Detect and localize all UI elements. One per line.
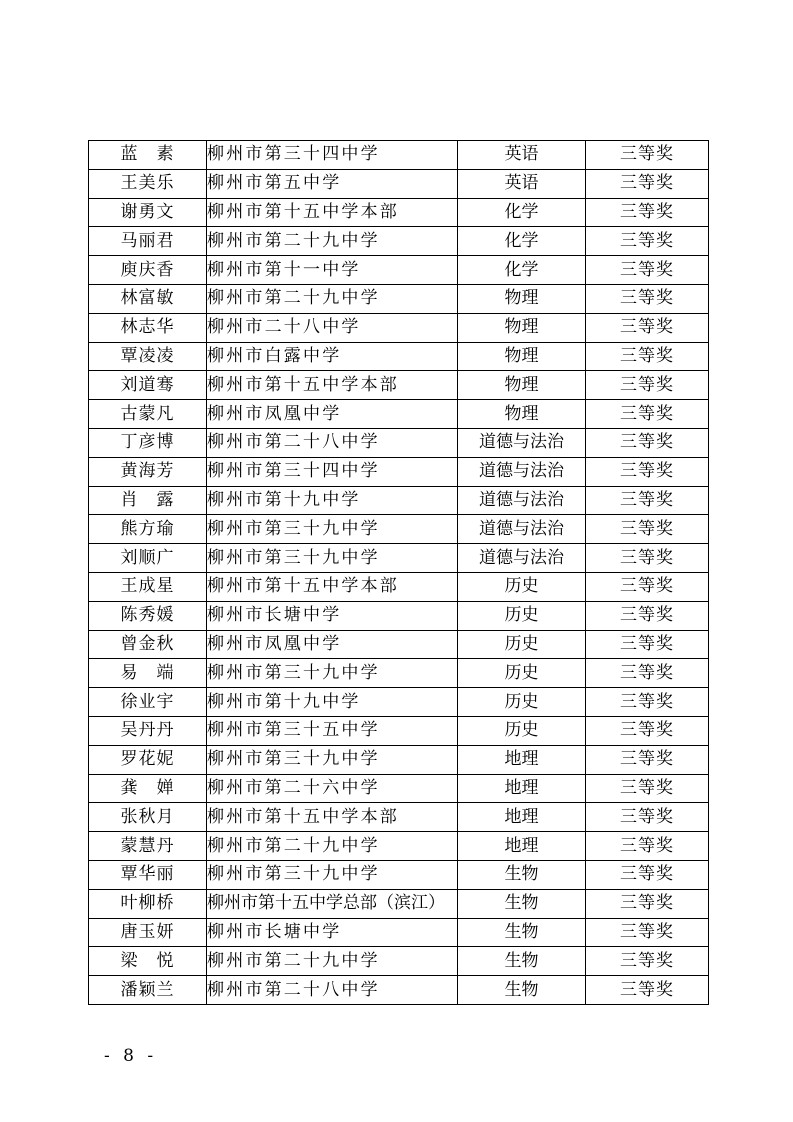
award-level-cell: 三等奖 bbox=[586, 630, 709, 659]
school-cell: 柳州市第十五中学本部 bbox=[207, 198, 458, 227]
winner-name-cell: 龚 婵 bbox=[89, 774, 207, 803]
award-level-cell: 三等奖 bbox=[586, 169, 709, 198]
award-level-cell: 三等奖 bbox=[586, 457, 709, 486]
school-cell: 柳州市第十九中学 bbox=[207, 486, 458, 515]
award-level-cell: 三等奖 bbox=[586, 976, 709, 1005]
award-level-cell: 三等奖 bbox=[586, 774, 709, 803]
subject-cell: 英语 bbox=[458, 169, 586, 198]
award-list-body bbox=[89, 141, 709, 1005]
award-level-cell: 三等奖 bbox=[586, 601, 709, 630]
award-level-cell: 三等奖 bbox=[586, 889, 709, 918]
school-cell: 柳州市凤凰中学 bbox=[207, 400, 458, 429]
award-level-cell: 三等奖 bbox=[586, 198, 709, 227]
school-cell: 柳州市长塘中学 bbox=[207, 601, 458, 630]
subject-cell: 地理 bbox=[458, 745, 586, 774]
winner-name-cell: 刘顺广 bbox=[89, 544, 207, 573]
school-cell: 柳州市第十五中学本部 bbox=[207, 371, 458, 400]
subject-cell: 地理 bbox=[458, 803, 586, 832]
subject-cell: 道德与法治 bbox=[458, 428, 586, 457]
subject-cell: 物理 bbox=[458, 371, 586, 400]
winner-name-cell: 庾庆香 bbox=[89, 256, 207, 285]
winner-name-cell: 罗花妮 bbox=[89, 745, 207, 774]
table-row bbox=[89, 486, 709, 515]
award-level-cell: 三等奖 bbox=[586, 256, 709, 285]
school-cell: 柳州市第十五中学本部 bbox=[207, 803, 458, 832]
table-row bbox=[89, 716, 709, 745]
award-level-cell: 三等奖 bbox=[586, 659, 709, 688]
winner-name-cell: 蒙慧丹 bbox=[89, 832, 207, 861]
table-row bbox=[89, 371, 709, 400]
subject-cell: 生物 bbox=[458, 860, 586, 889]
winner-name-cell: 梁 悦 bbox=[89, 947, 207, 976]
school-cell: 柳州市第三十五中学 bbox=[207, 716, 458, 745]
table-row bbox=[89, 400, 709, 429]
subject-cell: 道德与法治 bbox=[458, 486, 586, 515]
subject-cell: 地理 bbox=[458, 832, 586, 861]
table-row bbox=[89, 313, 709, 342]
subject-cell: 化学 bbox=[458, 198, 586, 227]
award-level-cell: 三等奖 bbox=[586, 371, 709, 400]
subject-cell: 生物 bbox=[458, 889, 586, 918]
school-cell: 柳州市第三十九中学 bbox=[207, 659, 458, 688]
school-cell: 柳州市第三十九中学 bbox=[207, 515, 458, 544]
school-cell: 柳州市第三十九中学 bbox=[207, 745, 458, 774]
table-row bbox=[89, 803, 709, 832]
winner-name-cell: 熊方瑜 bbox=[89, 515, 207, 544]
winner-name-cell: 覃凌凌 bbox=[89, 342, 207, 371]
table-row bbox=[89, 256, 709, 285]
table-row bbox=[89, 832, 709, 861]
award-level-cell: 三等奖 bbox=[586, 832, 709, 861]
table-row bbox=[89, 630, 709, 659]
winner-name-cell: 吴丹丹 bbox=[89, 716, 207, 745]
award-level-cell: 三等奖 bbox=[586, 572, 709, 601]
subject-cell: 历史 bbox=[458, 688, 586, 717]
subject-cell: 物理 bbox=[458, 284, 586, 313]
award-level-cell: 三等奖 bbox=[586, 947, 709, 976]
school-cell: 柳州市第五中学 bbox=[207, 169, 458, 198]
school-cell: 柳州市第十五中学总部（滨江） bbox=[207, 889, 458, 918]
winner-name-cell: 谢勇文 bbox=[89, 198, 207, 227]
award-level-cell: 三等奖 bbox=[586, 688, 709, 717]
winner-name-cell: 潘颖兰 bbox=[89, 976, 207, 1005]
award-level-cell: 三等奖 bbox=[586, 400, 709, 429]
school-cell: 柳州市第十一中学 bbox=[207, 256, 458, 285]
subject-cell: 物理 bbox=[458, 400, 586, 429]
subject-cell: 历史 bbox=[458, 630, 586, 659]
winner-name-cell: 覃华丽 bbox=[89, 860, 207, 889]
school-cell: 柳州市第二十九中学 bbox=[207, 227, 458, 256]
table-row bbox=[89, 601, 709, 630]
table-row bbox=[89, 659, 709, 688]
winner-name-cell: 徐业宇 bbox=[89, 688, 207, 717]
subject-cell: 化学 bbox=[458, 256, 586, 285]
winner-name-cell: 黄海芳 bbox=[89, 457, 207, 486]
award-level-cell: 三等奖 bbox=[586, 803, 709, 832]
winner-name-cell: 林富敏 bbox=[89, 284, 207, 313]
table-row bbox=[89, 428, 709, 457]
winner-name-cell: 丁彦博 bbox=[89, 428, 207, 457]
school-cell: 柳州市第二十九中学 bbox=[207, 284, 458, 313]
award-level-cell: 三等奖 bbox=[586, 342, 709, 371]
subject-cell: 生物 bbox=[458, 918, 586, 947]
school-cell: 柳州市第二十八中学 bbox=[207, 976, 458, 1005]
award-level-cell: 三等奖 bbox=[586, 716, 709, 745]
award-level-cell: 三等奖 bbox=[586, 428, 709, 457]
winner-name-cell: 林志华 bbox=[89, 313, 207, 342]
school-cell: 柳州市第十五中学本部 bbox=[207, 572, 458, 601]
winner-name-cell: 王美乐 bbox=[89, 169, 207, 198]
subject-cell: 英语 bbox=[458, 141, 586, 170]
table-row bbox=[89, 284, 709, 313]
subject-cell: 生物 bbox=[458, 976, 586, 1005]
school-cell: 柳州市第三十四中学 bbox=[207, 457, 458, 486]
subject-cell: 历史 bbox=[458, 601, 586, 630]
table-row bbox=[89, 141, 709, 170]
table-row bbox=[89, 918, 709, 947]
school-cell: 柳州市第二十九中学 bbox=[207, 947, 458, 976]
table-row bbox=[89, 745, 709, 774]
winner-name-cell: 肖 露 bbox=[89, 486, 207, 515]
school-cell: 柳州市二十八中学 bbox=[207, 313, 458, 342]
winner-name-cell: 蓝 素 bbox=[89, 141, 207, 170]
subject-cell: 物理 bbox=[458, 313, 586, 342]
award-level-cell: 三等奖 bbox=[586, 544, 709, 573]
table-row bbox=[89, 572, 709, 601]
table-row bbox=[89, 544, 709, 573]
winner-name-cell: 唐玉妍 bbox=[89, 918, 207, 947]
winner-name-cell: 古蒙凡 bbox=[89, 400, 207, 429]
table-row bbox=[89, 169, 709, 198]
page-number: - 8 - bbox=[104, 1046, 158, 1066]
award-level-cell: 三等奖 bbox=[586, 486, 709, 515]
subject-cell: 历史 bbox=[458, 659, 586, 688]
school-cell: 柳州市第二十八中学 bbox=[207, 428, 458, 457]
winner-name-cell: 陈秀媛 bbox=[89, 601, 207, 630]
award-level-cell: 三等奖 bbox=[586, 313, 709, 342]
subject-cell: 道德与法治 bbox=[458, 457, 586, 486]
school-cell: 柳州市白露中学 bbox=[207, 342, 458, 371]
subject-cell: 生物 bbox=[458, 947, 586, 976]
winner-name-cell: 叶柳桥 bbox=[89, 889, 207, 918]
table-row bbox=[89, 198, 709, 227]
school-cell: 柳州市凤凰中学 bbox=[207, 630, 458, 659]
table-row bbox=[89, 688, 709, 717]
table-row bbox=[89, 515, 709, 544]
table-row bbox=[89, 889, 709, 918]
subject-cell: 道德与法治 bbox=[458, 544, 586, 573]
award-level-cell: 三等奖 bbox=[586, 745, 709, 774]
award-level-cell: 三等奖 bbox=[586, 141, 709, 170]
subject-cell: 物理 bbox=[458, 342, 586, 371]
subject-cell: 地理 bbox=[458, 774, 586, 803]
winner-name-cell: 刘道骞 bbox=[89, 371, 207, 400]
subject-cell: 历史 bbox=[458, 572, 586, 601]
table-row bbox=[89, 947, 709, 976]
award-level-cell: 三等奖 bbox=[586, 918, 709, 947]
school-cell: 柳州市第三十四中学 bbox=[207, 141, 458, 170]
winner-name-cell: 马丽君 bbox=[89, 227, 207, 256]
table-row bbox=[89, 457, 709, 486]
table-row bbox=[89, 976, 709, 1005]
award-list-table bbox=[88, 140, 709, 1005]
award-level-cell: 三等奖 bbox=[586, 515, 709, 544]
winner-name-cell: 易 端 bbox=[89, 659, 207, 688]
winner-name-cell: 张秋月 bbox=[89, 803, 207, 832]
school-cell: 柳州市第二十六中学 bbox=[207, 774, 458, 803]
table-row bbox=[89, 860, 709, 889]
table-row bbox=[89, 342, 709, 371]
winner-name-cell: 王成星 bbox=[89, 572, 207, 601]
award-level-cell: 三等奖 bbox=[586, 860, 709, 889]
school-cell: 柳州市第二十九中学 bbox=[207, 832, 458, 861]
subject-cell: 历史 bbox=[458, 716, 586, 745]
school-cell: 柳州市长塘中学 bbox=[207, 918, 458, 947]
school-cell: 柳州市第三十九中学 bbox=[207, 860, 458, 889]
table-row bbox=[89, 227, 709, 256]
table-row bbox=[89, 774, 709, 803]
school-cell: 柳州市第三十九中学 bbox=[207, 544, 458, 573]
award-level-cell: 三等奖 bbox=[586, 227, 709, 256]
school-cell: 柳州市第十九中学 bbox=[207, 688, 458, 717]
subject-cell: 化学 bbox=[458, 227, 586, 256]
winner-name-cell: 曾金秋 bbox=[89, 630, 207, 659]
subject-cell: 道德与法治 bbox=[458, 515, 586, 544]
award-level-cell: 三等奖 bbox=[586, 284, 709, 313]
